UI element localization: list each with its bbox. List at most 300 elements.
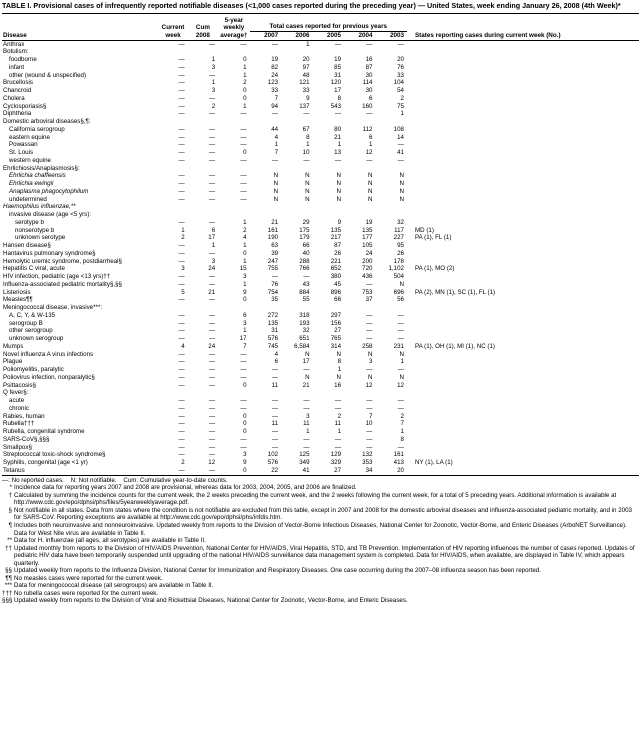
states-reporting <box>407 405 639 413</box>
cell-y2006: 6,584 <box>294 342 310 350</box>
cell-y2005: 8 <box>337 358 342 366</box>
cell-cum-2008: — <box>208 141 216 149</box>
table-body <box>2 40 639 475</box>
cell-cum-2008: — <box>208 296 216 304</box>
footnote-list <box>2 484 639 605</box>
table-row <box>2 157 639 165</box>
states-reporting: MD (1) <box>414 226 434 234</box>
cell-y2003: — <box>397 404 404 412</box>
cell-y2004: — <box>366 435 373 443</box>
disease-name: Haemophilus influenzae,** <box>3 203 76 211</box>
cell-y2006: 21 <box>302 381 310 389</box>
disease-name: Diphtheria <box>3 110 32 118</box>
states-reporting <box>407 312 639 320</box>
cell-y2006: N <box>305 350 310 358</box>
footnote <box>2 575 639 583</box>
cell-y2007: N <box>273 172 279 180</box>
cell-cum-2008: — <box>208 327 216 335</box>
cell-y2004: N <box>368 195 373 203</box>
table-row <box>2 374 639 382</box>
cell-five-year-avg <box>218 165 249 173</box>
cell-cum-2008 <box>188 389 218 397</box>
cell-y2007: — <box>271 110 279 118</box>
cell-y2004: 34 <box>344 467 375 475</box>
cell-y2007: — <box>271 404 279 412</box>
cell-cum-2008: — <box>208 110 216 118</box>
cell-y2003: 76 <box>397 63 404 71</box>
footnote-text: Updated weekly from reports to the Influenza Division, National Center for Immunization and Respiratory Diseases. One case occurring during the 2007–08 influenza season has been reported. <box>14 567 541 575</box>
cell-y2003: — <box>397 40 404 48</box>
cell-cum-2008: 1 <box>211 56 216 64</box>
cell-y2003: 75 <box>397 102 404 110</box>
cell-y2007: — <box>271 397 279 405</box>
cell-cum-2008: 2 <box>211 102 216 110</box>
cell-cum-2008: — <box>208 428 216 436</box>
cell-y2006: N <box>305 187 310 195</box>
cell-five-year-avg: 0 <box>243 420 247 428</box>
cell-current-week: — <box>178 280 185 288</box>
cell-y2007: 247 <box>267 257 279 265</box>
disease-name: Syphilis, congenital (age <1 yr) <box>3 459 88 467</box>
cell-y2007: 44 <box>271 125 279 133</box>
cell-five-year-avg: 3 <box>243 273 247 281</box>
states-reporting: PA (1), MO (2) <box>414 265 455 273</box>
cell-five-year-avg: 0 <box>243 94 247 102</box>
cell-y2007: 31 <box>271 327 279 335</box>
header-year-2006: 2006 <box>281 31 312 40</box>
cell-cum-2008: — <box>208 71 216 79</box>
states-reporting: NY (1), LA (1) <box>414 459 453 467</box>
header-current-week-line2: week <box>158 31 187 40</box>
cell-y2005 <box>313 389 344 397</box>
cell-current-week: — <box>178 428 185 436</box>
cell-current-week: 4 <box>181 342 185 350</box>
cell-current-week: — <box>178 125 185 133</box>
cell-cum-2008: — <box>208 412 216 420</box>
cell-y2007: 754 <box>267 288 279 296</box>
cell-y2003: — <box>397 319 404 327</box>
cell-y2006: 40 <box>302 249 310 257</box>
table-row <box>2 95 639 103</box>
cell-y2003 <box>375 118 407 126</box>
states-reporting <box>407 436 639 444</box>
cell-cum-2008 <box>188 304 218 312</box>
states-reporting <box>407 110 639 118</box>
disease-name: Streptococcal toxic-shock syndrome§ <box>3 451 106 459</box>
cell-y2007: 6 <box>274 358 279 366</box>
cell-five-year-avg: 0 <box>243 381 247 389</box>
table-row <box>2 351 639 359</box>
cell-y2004: 200 <box>362 257 373 265</box>
disease-name: Q fever§: <box>3 389 29 397</box>
cell-y2007: — <box>271 412 279 420</box>
cell-y2006: 10 <box>302 149 310 157</box>
cell-y2006: 32 <box>302 327 310 335</box>
disease-name: Powassan <box>9 141 38 149</box>
states-reporting <box>407 258 639 266</box>
cell-y2005: 31 <box>334 71 342 79</box>
states-reporting <box>407 281 639 289</box>
cell-y2006: N <box>305 180 310 188</box>
header-year-2004: 2004 <box>344 31 375 40</box>
footnote <box>2 537 639 545</box>
cell-y2003: N <box>399 195 404 203</box>
cell-current-week: — <box>178 156 185 164</box>
cell-y2007: 745 <box>267 342 279 350</box>
table-row <box>2 196 639 204</box>
table-row <box>2 103 639 111</box>
cell-y2004: 114 <box>362 79 373 87</box>
table-row <box>2 211 639 219</box>
cell-y2004: 3 <box>369 358 373 366</box>
cell-cum-2008: — <box>208 366 216 374</box>
cell-y2004: — <box>366 366 373 374</box>
disease-name: Chancroid <box>3 87 32 95</box>
cell-y2006: — <box>303 443 310 451</box>
states-reporting <box>407 188 639 196</box>
header-cum-line1: Cum <box>195 23 210 31</box>
cell-current-week: — <box>178 79 185 87</box>
cell-cum-2008: 17 <box>208 234 216 242</box>
cell-y2003: 7 <box>400 420 404 428</box>
cell-five-year-avg: 1 <box>243 63 247 71</box>
cell-y2005: 129 <box>330 451 342 459</box>
cell-five-year-avg: 1 <box>243 257 247 265</box>
table-row <box>2 87 639 95</box>
cell-y2004: 720 <box>362 265 373 273</box>
table-title: TABLE I. Provisional cases of infrequently reported notifiable diseases (<1,000 cases reported during the preceding year) — United States, week ending January 26, 2008 (4th Week)* <box>2 1 621 10</box>
cell-five-year-avg <box>218 203 249 211</box>
cell-y2005: 135 <box>330 226 342 234</box>
disease-name: Hepatitis C viral, acute <box>3 265 65 273</box>
cell-current-week: — <box>178 273 185 281</box>
cell-five-year-avg: — <box>240 180 247 188</box>
cell-y2003: — <box>397 311 404 319</box>
cell-y2007: N <box>273 180 279 188</box>
table-row <box>2 296 639 304</box>
cell-five-year-avg: 2 <box>243 226 247 234</box>
states-reporting <box>407 428 639 436</box>
cell-y2003: 33 <box>397 71 404 79</box>
cell-five-year-avg <box>218 211 249 219</box>
cell-y2005: N <box>336 180 342 188</box>
disease-name: Rabies, human <box>3 412 45 420</box>
cell-y2005: N <box>336 350 342 358</box>
states-reporting <box>407 56 639 64</box>
cell-y2007 <box>250 165 281 173</box>
cell-y2007: 576 <box>267 335 279 343</box>
cell-current-week <box>158 304 187 312</box>
cell-five-year-avg <box>218 48 249 56</box>
cell-y2007: 76 <box>271 280 279 288</box>
cell-y2005: 314 <box>330 342 342 350</box>
footnote-mark: ††† <box>2 589 13 597</box>
cell-y2004: 177 <box>362 234 373 242</box>
cell-y2006: 20 <box>302 56 310 64</box>
cell-cum-2008: 1 <box>211 242 216 250</box>
header-avg-line2: weekly <box>223 23 245 31</box>
cell-y2005: N <box>336 187 342 195</box>
footnote-mark: ¶ <box>8 521 12 529</box>
cell-y2007: 123 <box>267 79 279 87</box>
disease-name: Hantavirus pulmonary syndrome§ <box>3 249 96 257</box>
disease-name: undetermined <box>9 195 47 203</box>
cell-current-week: — <box>178 358 185 366</box>
cell-y2007: 102 <box>267 451 279 459</box>
cell-y2006: 66 <box>302 242 310 250</box>
cell-y2004 <box>344 211 375 219</box>
disease-name: foodborne <box>9 56 37 64</box>
cell-y2004: 258 <box>362 342 373 350</box>
table-row <box>2 250 639 258</box>
cell-five-year-avg: 6 <box>243 311 247 319</box>
cell-y2004: 12 <box>365 381 373 389</box>
cell-current-week: — <box>178 366 185 374</box>
cell-y2003 <box>375 203 407 211</box>
cell-current-week: — <box>178 350 185 358</box>
cell-y2003: 231 <box>393 342 404 350</box>
cell-five-year-avg: 1 <box>243 102 247 110</box>
cell-y2003: — <box>397 366 404 374</box>
footnote-text: Data for meningococcal disease (all serogroups) are available in Table II. <box>14 582 214 590</box>
footnote-text: Data for H. influenzae (all ages, all serotypes) are available in Table II. <box>14 537 206 545</box>
table-row <box>2 149 639 157</box>
cell-y2007: 35 <box>271 296 279 304</box>
cell-y2006: 17 <box>302 358 310 366</box>
disease-name: serogroup B <box>9 319 43 327</box>
cell-y2003: 20 <box>375 467 407 475</box>
states-reporting <box>407 389 639 397</box>
cell-y2004: — <box>366 404 373 412</box>
cell-cum-2008: 3 <box>211 63 216 71</box>
disease-name: Listeriosis <box>3 288 31 296</box>
table-row <box>2 40 639 48</box>
cell-five-year-avg: — <box>240 435 247 443</box>
cell-cum-2008: — <box>208 358 216 366</box>
cell-cum-2008: — <box>208 273 216 281</box>
cell-y2003: 696 <box>393 288 404 296</box>
disease-name: unknown serogroup <box>9 335 64 343</box>
cell-y2006: 1 <box>306 428 310 436</box>
cell-cum-2008 <box>188 165 218 173</box>
cell-cum-2008: — <box>208 156 216 164</box>
cell-y2006: 137 <box>299 102 310 110</box>
cell-y2004: — <box>366 428 373 436</box>
cell-y2007: N <box>273 187 279 195</box>
header-avg-line3: average† <box>218 31 249 40</box>
footnote <box>2 507 639 522</box>
cell-cum-2008 <box>188 211 218 219</box>
table-row <box>2 413 639 421</box>
cell-y2007: — <box>271 373 279 381</box>
cell-cum-2008: — <box>208 40 216 48</box>
cell-y2005: 11 <box>334 420 342 428</box>
cell-five-year-avg: — <box>240 366 247 374</box>
cell-y2004: 112 <box>362 125 373 133</box>
cell-five-year-avg: — <box>240 397 247 405</box>
cell-current-week: — <box>178 443 185 451</box>
cell-y2006: N <box>305 373 310 381</box>
cell-y2007: 94 <box>271 102 279 110</box>
table-row <box>2 304 639 312</box>
cell-y2005: 896 <box>330 288 342 296</box>
states-reporting <box>407 211 639 219</box>
cell-y2005: — <box>334 156 342 164</box>
cell-current-week: — <box>178 311 185 319</box>
disease-name: A, C, Y, & W-135 <box>9 311 56 319</box>
cell-y2006: 884 <box>299 288 310 296</box>
states-reporting: PA (1), FL (1) <box>414 234 452 242</box>
states-reporting <box>407 203 639 211</box>
cell-current-week: — <box>178 327 185 335</box>
cell-current-week: — <box>178 133 185 141</box>
table-row <box>2 242 639 250</box>
footnote-text: Not notifiable in all states. Data from states where the condition is not notifiable are excluded from this table, except in 2007 and 2008 for the domestic arboviral diseases and influenza-associated pediatric mortality, and in 2003 for SARS-CoV. Reporting exceptions are available at http://www.cdc.gov/epo/dphsi/phs/infdis.htm. <box>14 506 632 522</box>
disease-name: acute <box>9 397 25 405</box>
cell-y2006: 193 <box>299 319 310 327</box>
cell-y2003: 2 <box>400 94 404 102</box>
cell-y2004: — <box>366 156 373 164</box>
cell-y2005 <box>313 211 344 219</box>
cell-cum-2008: — <box>208 125 216 133</box>
cell-y2004: 753 <box>362 288 373 296</box>
cell-y2007: 161 <box>267 226 279 234</box>
cell-y2003: 41 <box>397 149 404 157</box>
cell-y2005 <box>313 48 344 56</box>
cell-five-year-avg: 0 <box>243 56 247 64</box>
cell-y2004: 6 <box>369 133 373 141</box>
cell-cum-2008: — <box>208 280 216 288</box>
cell-cum-2008: 12 <box>208 459 216 467</box>
cell-y2004: 436 <box>362 273 373 281</box>
table-header <box>2 13 639 40</box>
cell-cum-2008: — <box>208 172 216 180</box>
cell-cum-2008: — <box>208 435 216 443</box>
footnotes <box>2 477 639 605</box>
table-row <box>2 327 639 335</box>
table-row <box>2 227 639 235</box>
cell-y2006: 33 <box>302 87 310 95</box>
cell-current-week: — <box>178 102 185 110</box>
states-reporting <box>407 64 639 72</box>
cell-y2006: 318 <box>299 311 310 319</box>
table-row <box>2 320 639 328</box>
states-reporting <box>407 327 639 335</box>
cell-y2005: N <box>336 373 342 381</box>
table-row <box>2 110 639 118</box>
cell-y2005: 13 <box>334 149 342 157</box>
table-row <box>2 188 639 196</box>
cell-y2006: — <box>303 273 310 281</box>
table-row <box>2 467 639 475</box>
states-reporting <box>407 358 639 366</box>
cell-y2003: 1 <box>400 110 404 118</box>
states-reporting <box>407 87 639 95</box>
cell-y2005: 156 <box>330 319 342 327</box>
cell-y2004 <box>344 389 375 397</box>
table-row <box>2 258 639 266</box>
disease-name: other serogroup <box>9 327 53 335</box>
cell-y2004: 12 <box>365 149 373 157</box>
table-row <box>2 343 639 351</box>
states-reporting <box>407 172 639 180</box>
cell-y2006: 349 <box>299 459 310 467</box>
cell-y2007 <box>250 48 281 56</box>
states-reporting <box>407 374 639 382</box>
cell-y2003: N <box>399 187 404 195</box>
states-reporting <box>407 196 639 204</box>
cell-y2005: 45 <box>334 280 342 288</box>
cell-y2005 <box>313 118 344 126</box>
disease-table <box>2 13 639 476</box>
cell-y2004: — <box>366 319 373 327</box>
states-reporting <box>407 157 639 165</box>
cell-y2006: 8 <box>306 133 310 141</box>
cell-y2003: 161 <box>393 451 404 459</box>
states-reporting <box>407 134 639 142</box>
cell-cum-2008: — <box>208 420 216 428</box>
cell-cum-2008 <box>188 118 218 126</box>
footnote <box>2 484 639 492</box>
cell-y2003: 14 <box>397 133 404 141</box>
table-row <box>2 203 639 211</box>
cell-y2004: 1 <box>369 141 373 149</box>
header-year-2003: 2003 <box>375 31 407 40</box>
cell-y2005: 16 <box>334 381 342 389</box>
cell-five-year-avg: 9 <box>243 459 247 467</box>
cell-y2006: N <box>305 172 310 180</box>
cell-y2007: N <box>273 195 279 203</box>
states-reporting <box>407 242 639 250</box>
disease-name: Ehrlichia ewingii <box>9 180 54 188</box>
cell-y2006: 43 <box>302 280 310 288</box>
cell-cum-2008: — <box>208 397 216 405</box>
states-reporting <box>407 79 639 87</box>
disease-name: infant <box>9 63 25 71</box>
cell-y2005: — <box>334 397 342 405</box>
states-reporting <box>407 413 639 421</box>
cell-y2006 <box>281 304 312 312</box>
table-row <box>2 56 639 64</box>
cell-y2004: 353 <box>362 459 373 467</box>
cell-y2006: 9 <box>306 94 310 102</box>
cell-y2003: 1 <box>400 428 404 436</box>
cell-current-week: — <box>178 451 185 459</box>
disease-name: western equine <box>9 156 51 164</box>
cell-five-year-avg: — <box>240 358 247 366</box>
cell-y2004: N <box>368 373 373 381</box>
states-reporting <box>407 103 639 111</box>
cell-cum-2008: — <box>208 187 216 195</box>
cell-y2005: 21 <box>334 133 342 141</box>
table-row <box>2 335 639 343</box>
disease-name: Domestic arboviral diseases§,¶: <box>3 118 91 126</box>
cell-current-week: — <box>178 381 185 389</box>
footnote-mark: † <box>8 491 12 499</box>
cell-y2007: — <box>271 366 279 374</box>
cell-y2005: 8 <box>337 94 342 102</box>
cell-y2005: 543 <box>330 102 342 110</box>
disease-name: Psittacosis§ <box>3 381 37 389</box>
states-reporting <box>407 40 639 48</box>
cell-y2007: 7 <box>274 94 279 102</box>
states-reporting <box>407 180 639 188</box>
states-reporting <box>407 351 639 359</box>
states-reporting <box>407 304 639 312</box>
table-row <box>2 436 639 444</box>
cell-y2004: 105 <box>362 242 373 250</box>
disease-name: Anaplasma phagocytophilum <box>9 187 89 195</box>
